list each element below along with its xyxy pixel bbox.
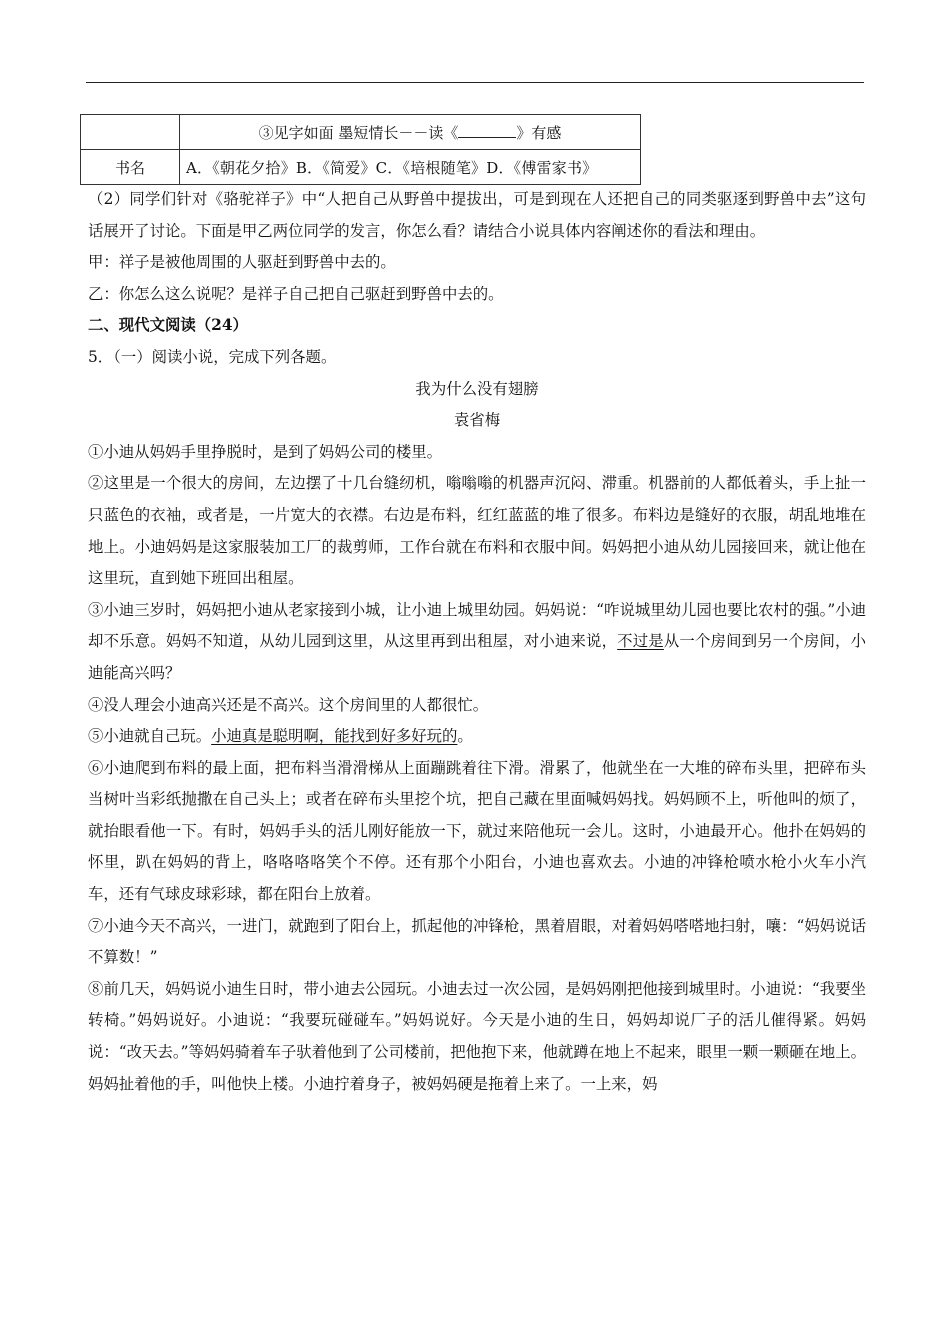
header-rule	[86, 82, 864, 83]
student-jia-statement: 甲：祥子是被他周围的人驱赶到野兽中去的。	[88, 253, 396, 272]
question-5: 5．（一）阅读小说，完成下列各题。	[88, 347, 337, 366]
story-author: 袁省梅	[453, 411, 501, 430]
paragraph-2: ②这里是一个很大的房间，左边摆了十几台缝纫机，嗡嗡嗡的机器声沉闷、滞重。机器前的人都低着头，手上扯一只蓝色的衣袖，或者是，一片宽大的衣襟。右边是布料，红红蓝蓝的堆了很多。布料边是缝好的衣服，胡乱地堆在地上。小迪妈妈是这家服装加工厂的裁剪师，工作台就在布料和衣服中间。妈妈把小迪从幼儿园接回来，就让他在这里玩，直到她下班回出租屋。	[88, 474, 866, 588]
document-body	[88, 184, 866, 1100]
paragraph-8: ⑧前几天，妈妈说小迪生日时，带小迪去公园玩。小迪去过一次公园，是妈妈刚把他接到城里时。小迪说：“我要坐转椅。”妈妈说好。小迪说：“我要玩碰碰车。”妈妈说好。今天是小迪的生日，妈妈却说厂子的活儿催得紧。妈妈说：“改天去。”等妈妈骑着车子驮着他到了公司楼前，把他抱下来，他就蹲在地上不起来，眼里一颗一颗砸在地上。妈妈扯着他的手，叫他快上楼。小迪拧着身子，被妈妈硬是拖着上来了。一上来，妈	[88, 979, 866, 1093]
table-cell-empty	[81, 115, 180, 150]
underlined-phrase: 不过是	[617, 632, 664, 651]
underlined-sentence: 小迪真是聪明啊，能找到好多好玩的	[211, 727, 458, 746]
paragraph-5: ⑤小迪就自己玩。小迪真是聪明啊，能找到好多好玩的。	[88, 727, 473, 746]
story-title: 我为什么没有翅膀	[415, 379, 539, 398]
paragraph-4: ④没人理会小迪高兴还是不高兴。这个房间里的人都很忙。	[88, 695, 489, 714]
table-cell-theme: ③见字如面 墨短情长－－读《 》有感	[180, 115, 641, 150]
paragraph-7: ⑦小迪今天不高兴，一进门，就跑到了阳台上，抓起他的冲锋枪，黑着眉眼，对着妈妈嗒嗒地扫射，嚷：“妈妈说话不算数！”	[88, 916, 866, 967]
paragraph-1: ①小迪从妈妈手里挣脱时，是到了妈妈公司的楼里。	[88, 442, 442, 461]
section-heading: 二、现代文阅读（24）	[88, 316, 248, 335]
paragraph-3: ③小迪三岁时，妈妈把小迪从老家接到小城，让小迪上城里幼园。妈妈说：“咋说城里幼儿园也要比农村的强。”小迪却不乐意。妈妈不知道，从幼儿园到这里，从这里再到出租屋，对小迪来说，不过是从一个房间到另一个房间，小迪能高兴吗？	[88, 600, 866, 682]
table-row	[81, 150, 641, 185]
book-options-table	[80, 114, 641, 185]
paragraph-6: ⑥小迪爬到布料的最上面，把布料当滑滑梯从上面蹦跳着往下滑。滑累了，他就坐在一大堆的碎布头里，把碎布头当树叶当彩纸抛撒在自己头上；或者在碎布头里挖个坑，把自己藏在里面喊妈妈找。妈妈顾不上，听他叫的烦了，就抬眼看他一下。有时，妈妈手头的活儿刚好能放一下，就过来陪他玩一会儿。这时，小迪最开心。他扑在妈妈的怀里，趴在妈妈的背上，咯咯咯咯笑个不停。还有那个小阳台，小迪也喜欢去。小迪的冲锋枪喷水枪小火车小汽车，还有气球皮球彩球，都在阳台上放着。	[88, 758, 866, 904]
answer-blank[interactable]	[458, 124, 516, 138]
question-2: （2）同学们针对《骆驼祥子》中“人把自己从野兽中提拔出，可是到现在人还把自己的同类驱逐到野兽中去”这句话展开了讨论。下面是甲乙两位同学的发言，你怎么看？请结合小说具体内容阐述你的看法和理由。	[88, 190, 866, 240]
table-cell-options: A．《朝花夕拾》B．《简爱》C．《培根随笔》D．《傅雷家书》	[180, 150, 641, 185]
student-yi-statement: 乙：你怎么这么说呢？是祥子自己把自己驱赶到野兽中去的。	[88, 284, 504, 303]
table-cell-label: 书名	[81, 150, 180, 185]
table-row	[81, 115, 641, 150]
